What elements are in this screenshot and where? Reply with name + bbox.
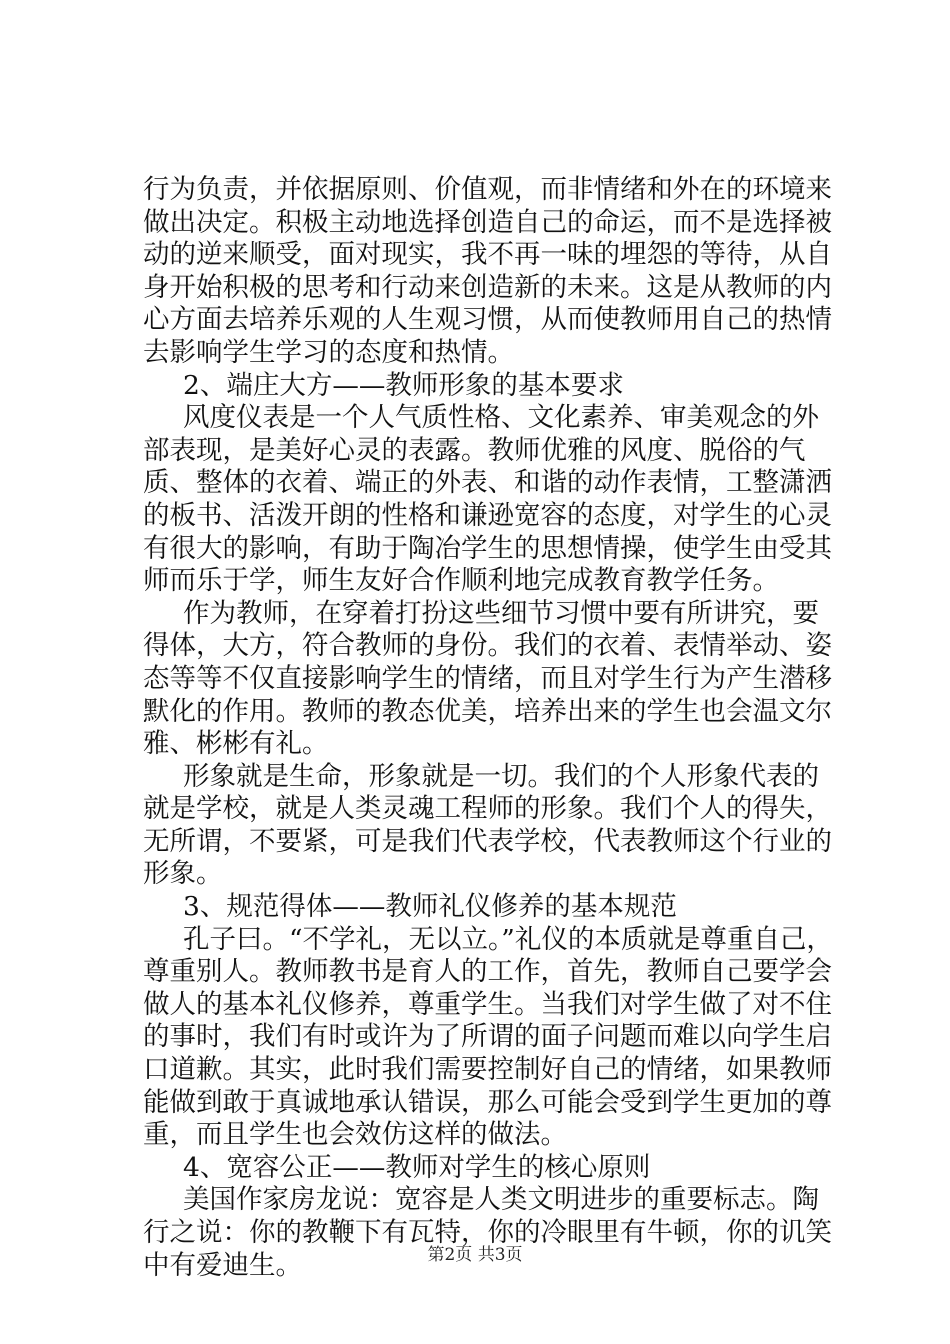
section-heading-4: 4、宽容公正——教师对学生的核心原则 [183,1151,651,1183]
paragraph: 风度仪表是一个人气质性格、文化素养、审美观念的外部表现，是美好心灵的表露。教师优雅的风度、脱俗的气质、整体的衣着、端正的外表、和谐的动作表情，工整潇洒的板书、活泼开朗的性格和谦逊宽容的态度，对学生的心灵有很大的影响，有助于陶冶学生的思想情操，使学生由受其师而乐于学，师生友好合作顺利地完成教育教学任务。 [143,402,832,597]
paragraph: 孔子曰。“不学礼，无以立。”礼仪的本质就是尊重自己，尊重别人。教师教书是育人的工作，首先，教师自己要学会做人的基本礼仪修养，尊重学生。当我们对学生做了对不住的事时，我们有时或许为了所谓的面子问题而难以向学生启口道歉。其实，此时我们需要控制好自己的情绪，如果教师能做到敢于真诚地承认错误，那么可能会受到学生更加的尊重，而且学生也会效仿这样的做法。 [143,923,833,1151]
document-body [143,174,843,1282]
section-heading-3: 3、规范得体——教师礼仪修养的基本规范 [183,891,677,923]
paragraph: 作为教师，在穿着打扮这些细节习惯中要有所讲究，要得体，大方，符合教师的身份。我们的衣着、表情举动、姿态等等不仅直接影响学生的情绪，而且对学生行为产生潜移默化的作用。教师的教态优美，培养出来的学生也会温文尔雅、彬彬有礼。 [143,597,832,760]
paragraph: 行为负责，并依据原则、价值观，而非情绪和外在的环境来做出决定。积极主动地选择创造自己的命运，而不是选择被动的逆来顺受，面对现实，我不再一味的埋怨的等待，从自身开始积极的思考和行动来创造新的未来。这是从教师的内心方面去培养乐观的人生观习惯，从而使教师用自己的热情去影响学生学习的态度和热情。 [143,174,832,368]
paragraph: 美国作家房龙说：宽容是人类文明进步的重要标志。陶行之说：你的教鞭下有瓦特，你的冷眼里有牛顿，你的讥笑中有爱迪生。 [143,1184,832,1281]
paragraph: 形象就是生命，形象就是一切。我们的个人形象代表的就是学校，就是人类灵魂工程师的形象。我们个人的得失，无所谓，不要紧，可是我们代表学校，代表教师这个行业的形象。 [143,760,832,890]
page-footer: 第2页 共3页 [427,1245,523,1265]
section-heading-2: 2、端庄大方——教师形象的基本要求 [183,369,624,401]
